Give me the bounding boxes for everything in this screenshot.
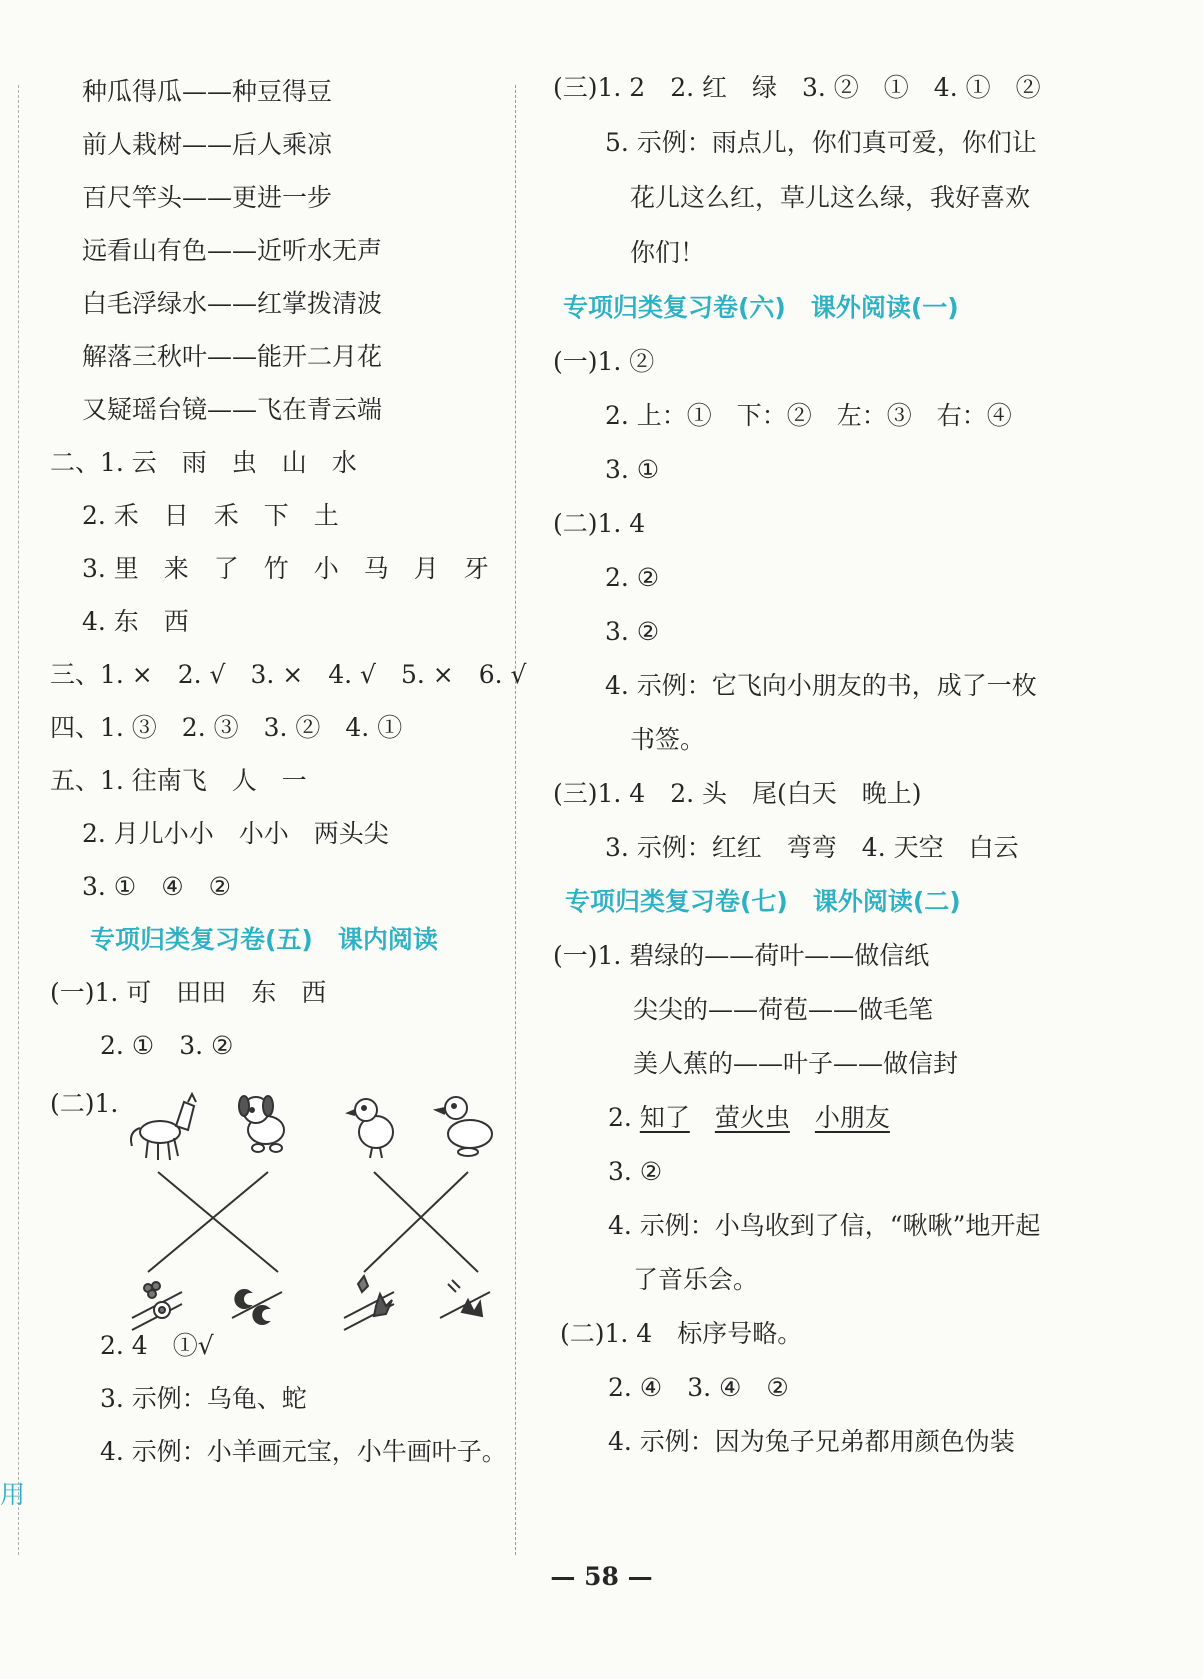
answer-line: 4. 示例：它飞向小朋友的书，成了一枚 xyxy=(605,671,1037,700)
answer-line: (二)1. 4 标序号略。 xyxy=(560,1319,803,1348)
chick-icon xyxy=(348,1099,393,1158)
left-edge-mark: 用 xyxy=(0,1480,26,1509)
answer-line: 花儿这么红，草儿这么绿，我好喜欢 xyxy=(630,183,1031,212)
answer-line: 3. ② xyxy=(605,617,660,646)
answer-line: 书签。 xyxy=(630,725,706,754)
underlined-answer: 小朋友 xyxy=(814,1103,890,1132)
horse-icon xyxy=(131,1094,196,1160)
answer-line: (一)1. 可 田田 东 西 xyxy=(50,978,327,1007)
answer-line: 远看山有色——近听水无声 xyxy=(82,236,383,265)
answer-line: 2. ① 3. ② xyxy=(100,1031,234,1060)
answer-line: 3. ① ④ ② xyxy=(82,872,232,901)
answer-line: (二)1. 4 xyxy=(553,509,646,538)
answer-line: 4. 示例：小鸟收到了信，“啾啾”地开起 xyxy=(608,1211,1041,1240)
answer-line: (一)1. ② xyxy=(553,347,655,376)
answer-line: 解落三秋叶——能开二月花 xyxy=(82,342,383,371)
duck-footprint-icon xyxy=(344,1276,394,1330)
page-number: — 58 — xyxy=(550,1562,653,1591)
answer-line: 又疑瑶台镜——飞在青云端 xyxy=(82,395,383,424)
answer-line: 2. 月儿小小 小小 两头尖 xyxy=(82,819,389,848)
answer-line: 2. 禾 日 禾 下 土 xyxy=(82,501,339,530)
answer-line: 种瓜得瓜——种豆得豆 xyxy=(82,77,333,106)
dog-footprint-icon xyxy=(440,1280,490,1318)
matching-lines xyxy=(148,1172,478,1272)
answer-line: (三)1. 4 2. 头 尾(白天 晚上) xyxy=(553,779,922,808)
answer-line: (三)1. 2 2. 红 绿 3. ② ① 4. ① ② xyxy=(553,73,1041,102)
answer-line: 5. 示例：雨点儿，你们真可爱，你们让 xyxy=(605,128,1037,157)
answer-line: 二、1. 云 雨 虫 山 水 xyxy=(50,448,357,477)
answer-line: 你们！ xyxy=(630,238,706,267)
section7-heading: 专项归类复习卷(七) 课外阅读(二) xyxy=(565,887,961,916)
answer-line: 3. 里 来 了 竹 小 马 月 牙 xyxy=(82,554,489,583)
answer-line: 前人栽树——后人乘凉 xyxy=(82,130,333,159)
answer-line: 美人蕉的——叶子——做信封 xyxy=(633,1049,959,1078)
footprints-row xyxy=(132,1276,490,1330)
answer-line: 3. 示例：红红 弯弯 4. 天空 白云 xyxy=(605,833,1019,862)
answer-line: 2. ② xyxy=(605,563,660,592)
answer-line: (二)1. xyxy=(50,1089,119,1118)
puppy-icon xyxy=(239,1096,284,1152)
column-divider xyxy=(515,85,516,1555)
section6-heading: 专项归类复习卷(六) 课外阅读(一) xyxy=(563,293,959,322)
horse-footprint-icon xyxy=(232,1290,282,1324)
answer-line: 2. 4 ①√ xyxy=(100,1331,214,1360)
answer-line: 2. 知了 萤火虫 小朋友 xyxy=(608,1103,890,1132)
answer-line: 百尺竿头——更进一步 xyxy=(82,183,333,212)
left-edge-dashed-line xyxy=(18,85,19,1555)
answer-line: 五、1. 往南飞 人 一 xyxy=(50,766,307,795)
answer-line: (一)1. 碧绿的——荷叶——做信纸 xyxy=(553,941,930,970)
answer-line: 白毛浮绿水——红掌拨清波 xyxy=(82,289,383,318)
answer-line: 4. 东 西 xyxy=(82,607,189,636)
underlined-answer: 知了 xyxy=(639,1103,690,1132)
answer-line: 2. ④ 3. ④ ② xyxy=(608,1373,789,1402)
underlined-answer: 萤火虫 xyxy=(714,1103,790,1132)
answer-line: 3. 示例：乌龟、蛇 xyxy=(100,1384,307,1413)
answer-line: 4. 示例：因为兔子兄弟都用颜色伪装 xyxy=(608,1427,1015,1456)
answer-line: 尖尖的——荷苞——做毛笔 xyxy=(633,995,934,1024)
answer-line: 了音乐会。 xyxy=(633,1265,759,1294)
duckling-icon xyxy=(436,1097,492,1156)
chick-footprint-icon xyxy=(132,1282,182,1330)
answer-line: 4. 示例：小羊画元宝，小牛画叶子。 xyxy=(100,1437,507,1466)
section5-heading: 专项归类复习卷(五) 课内阅读 xyxy=(90,925,438,954)
answer-line: 3. ① xyxy=(605,455,660,484)
answer-line: 三、1. × 2. √ 3. × 4. √ 5. × 6. √ xyxy=(50,660,527,689)
answer-line: 四、1. ③ 2. ③ 3. ② 4. ① xyxy=(50,713,403,742)
answer-line: 2. 上：① 下：② 左：③ 右：④ xyxy=(605,401,1012,430)
answer-line: 3. ② xyxy=(608,1157,663,1186)
